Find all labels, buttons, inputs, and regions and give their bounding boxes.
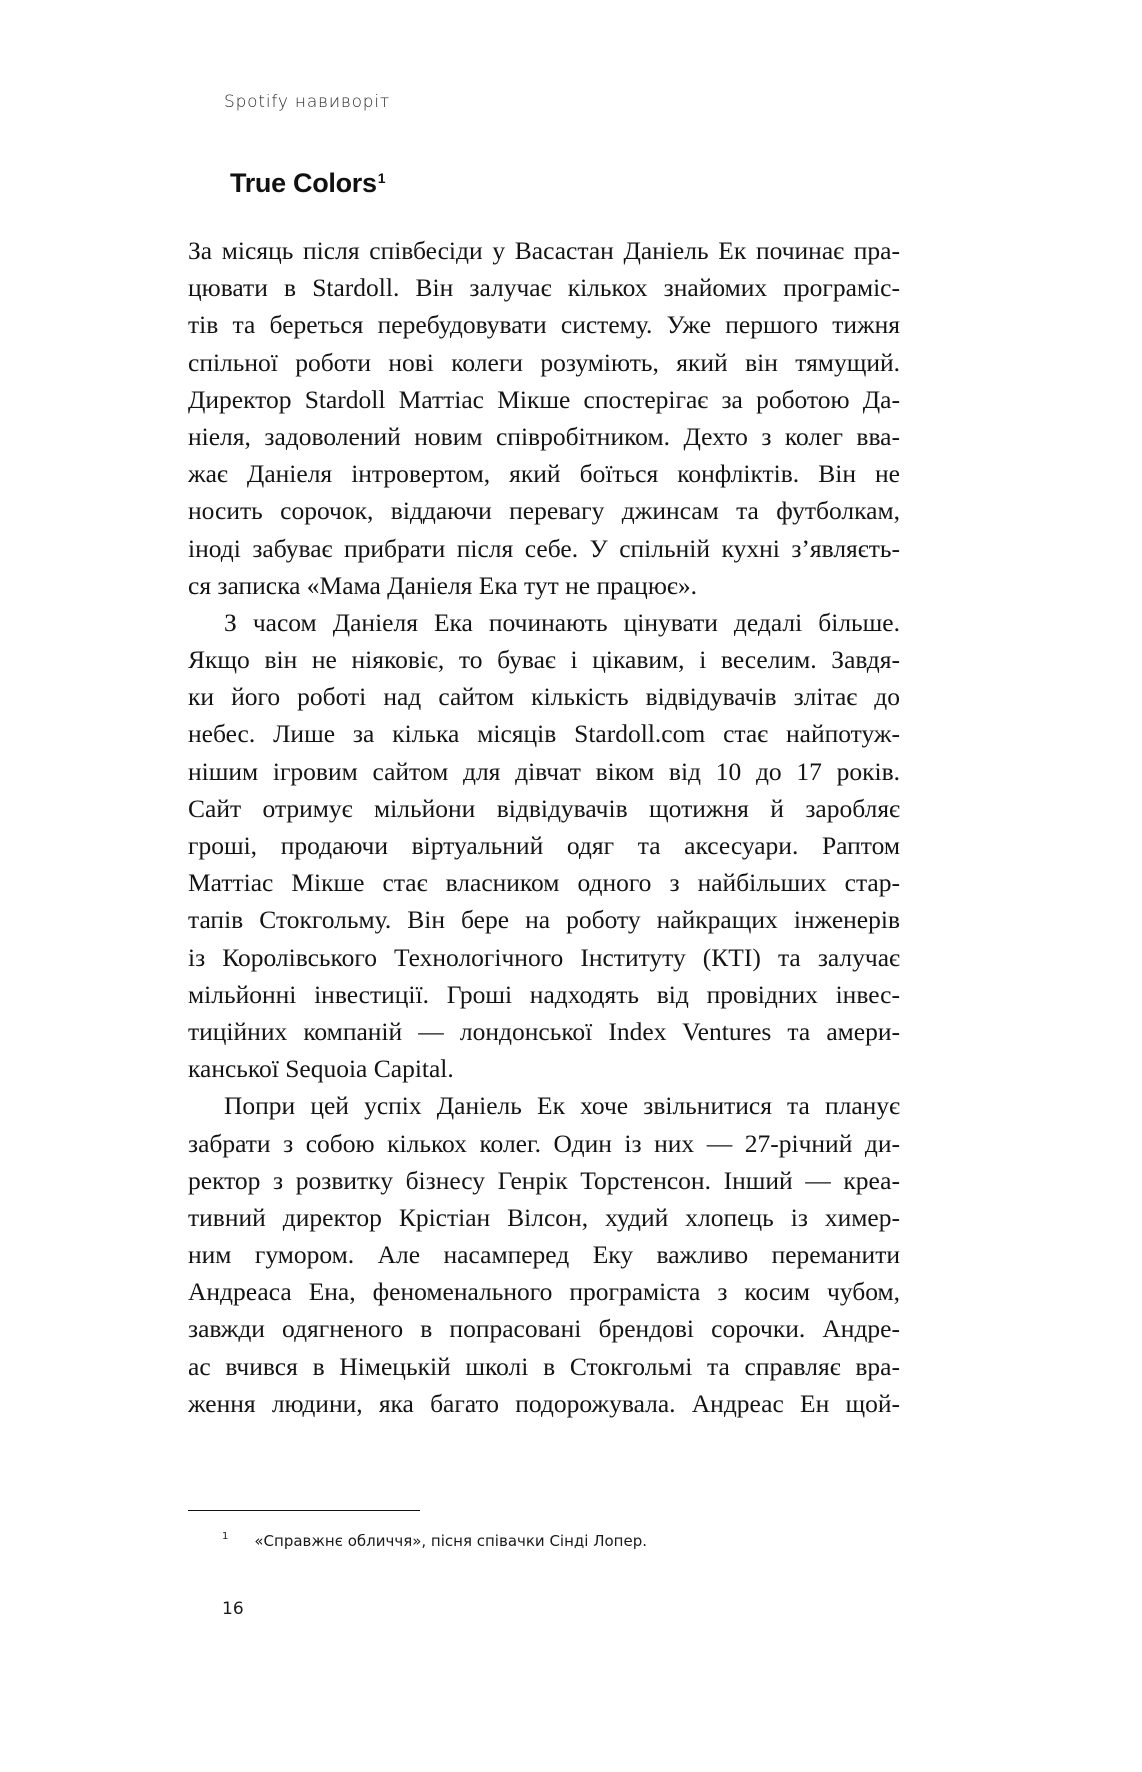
page-number: 16 (222, 1599, 244, 1619)
text-line: Андреаса Ена, феноменального програміста з косим чубом, (188, 1277, 900, 1307)
text-line: тапів Стокгольму. Він бере на роботу найкращих інженерів (188, 905, 900, 935)
text-line: носить сорочок, віддаючи перевагу джинсам та футболкам, (188, 496, 900, 526)
paragraph (188, 232, 900, 604)
text-line: З часом Даніеля Ека починають цінувати дедалі більше. (224, 607, 900, 637)
text-line: ас вчився в Німецькій школі в Стокгольмі та справляє вра- (188, 1351, 900, 1381)
text-line: гроші, продаючи віртуальний одяг та аксесуари. Раптом (188, 831, 900, 860)
section-title (230, 168, 385, 199)
paragraph (188, 604, 900, 1087)
text-line: тиційних компаній — лондонської Index Ventures та амери- (188, 1016, 900, 1046)
text-line: ніеля, задоволений новим співробітником. Дехто з колег вва- (188, 421, 900, 451)
text-line: іноді забуває прибрати після себе. У спільній кухні з’являєть- (188, 533, 900, 563)
text-line: цювати в Stardoll. Він залучає кількох знайомих програміс- (188, 273, 900, 303)
text-line: небес. Лише за кілька місяців Stardoll.com стає найпотуж- (188, 719, 900, 749)
text-line: Директор Stardoll Маттіас Мікше спостерігає за роботою Да- (188, 384, 900, 414)
text-line: Маттіас Мікше стає власником одного з найбільших стар- (188, 868, 900, 898)
text-line: тів та береться перебудовувати систему. Уже першого тижня (188, 310, 900, 340)
footnote-mark: 1 (222, 1531, 229, 1542)
text-line: спільної роботи нові колеги розуміють, який він тямущий. (188, 347, 900, 377)
footnote (222, 1532, 647, 1550)
text-line: Попри цей успіх Даніель Ек хоче звільнитися та планує (224, 1091, 900, 1121)
text-line: жає Даніеля інтровертом, який боїться конфліктів. Він не (188, 459, 900, 489)
text-line: За місяць після співбесіди у Васастан Даніель Ек починає пра- (188, 236, 900, 265)
text-line: ки його роботі над сайтом кількість відвідувачів злітає до (188, 682, 900, 712)
running-header: Spotify навиворіт (224, 92, 391, 112)
text-line: ним гумором. Але насамперед Еку важливо переманити (188, 1240, 900, 1270)
text-line: забрати з собою кількох колег. Один із них — 27-річний ди- (188, 1128, 900, 1158)
text-line: тивний директор Крістіан Вілсон, худий хлопець із химер- (188, 1202, 900, 1232)
text-line: Сайт отримує мільйони відвідувачів щотижня й заробляє (188, 793, 900, 823)
text-line: мільйонні інвестиції. Гроші надходять від провідних інвес- (188, 979, 900, 1009)
text-line: Якщо він не ніяковіє, то буває і цікавим, і веселим. Завдя- (188, 645, 900, 675)
text-line: ження людини, яка багато подорожувала. Андреас Ен щой- (188, 1388, 900, 1418)
section-title-text: True Colors (230, 168, 377, 198)
body-text (188, 232, 900, 1422)
footnote-reference[interactable]: 1 (377, 170, 386, 186)
paragraph (188, 1087, 900, 1422)
text-line: завжди одягненого в попрасовані брендові сорочки. Андре- (188, 1314, 900, 1344)
text-line: ректор з розвитку бізнесу Генрік Торстенсон. Інший — креа- (188, 1165, 900, 1195)
text-line: канської Sequoia Capital. (188, 1054, 454, 1084)
footnote-divider (188, 1510, 420, 1511)
text-line: ся записка «Мама Даніеля Ека тут не працює». (188, 570, 697, 600)
text-line: нішим ігровим сайтом для дівчат віком від 10 до 17 років. (188, 756, 900, 786)
text-line: із Королівського Технологічного Інституту (КТІ) та залучає (188, 942, 900, 972)
footnote-text: «Справжнє обличчя», пісня співачки Сінді Лопер. (254, 1532, 647, 1550)
